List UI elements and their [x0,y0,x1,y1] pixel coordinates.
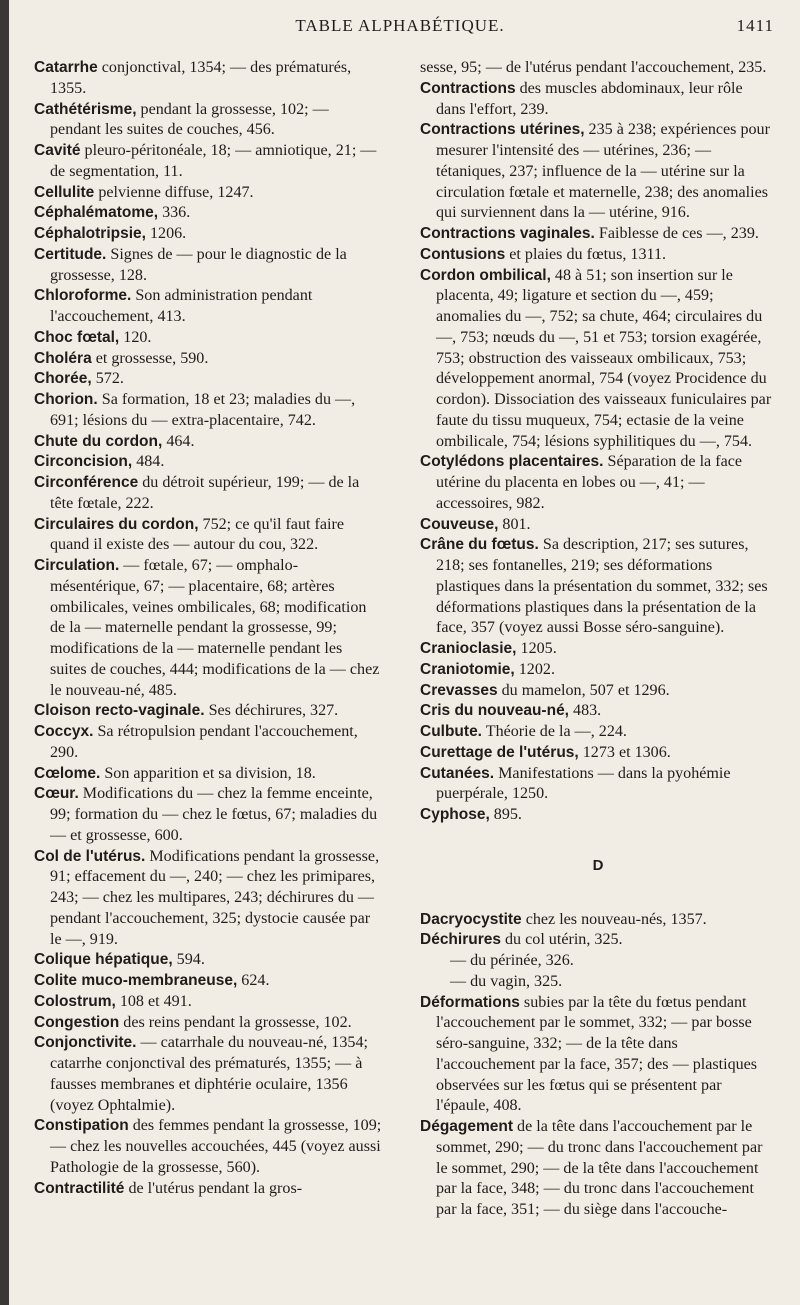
index-entry [34,701,382,722]
index-term: Circonférence [34,474,139,491]
index-entry [34,722,382,764]
index-term: Circulation. [34,557,120,574]
index-text: du détroit supérieur, 199; — de la tête fœtale, 222. [50,474,360,512]
index-text: 483. [569,702,602,720]
index-entry [34,369,382,390]
index-term: Chorion. [34,391,98,408]
index-term: Céphalotripsie, [34,225,146,242]
index-term: Cotylédons placentaires. [420,453,604,471]
index-term: Choléra [34,349,92,367]
index-term: Contractions [420,79,516,97]
index-text: 1206. [145,225,187,242]
index-entry [420,701,776,722]
index-term: Contractilité [34,1179,125,1197]
index-text: 1273 et 1306. [578,743,671,761]
index-term: Circoncision, [34,453,133,471]
index-entry [34,1013,382,1034]
index-entry [34,1116,382,1178]
index-text: et grossesse, 590. [91,349,209,367]
index-entry [420,120,776,224]
index-text: 1202. [514,660,555,678]
index-term: Contractions vaginales. [420,225,595,242]
index-text: 801. [498,515,531,533]
index-term: Choc fœtal, [34,328,120,346]
index-term: Cellulite [34,183,95,201]
index-text: 1205. [516,640,557,657]
index-text: Ses déchirures, 327. [204,702,339,720]
index-text: conjonctival, 1354; — des prématurés, 1355. [50,59,352,97]
index-term: Chute du cordon, [34,432,163,450]
index-entry [34,58,382,100]
index-entry [34,349,382,370]
index-term: Col de l'utérus. [34,847,146,865]
index-text: 895. [489,806,522,823]
index-entry [420,910,776,931]
index-term: Cœur. [34,785,79,803]
index-term: Cutanées. [420,764,495,782]
index-text: Son administration pendant l'accouchement, 413. [50,287,313,325]
index-term: Catarrhe [34,59,98,76]
index-text: Son apparition et sa division, 18. [100,764,316,782]
index-entry [34,245,382,287]
index-text: et plaies du fœtus, 1311. [505,245,667,263]
index-entry [420,805,776,826]
index-term: Dégagement [420,1118,514,1135]
index-entry [34,515,382,557]
index-entry [420,266,776,453]
left-column [34,58,382,1199]
index-entry [34,286,382,328]
index-text: Sa formation, 18 et 23; maladies du —, 691; lésions du — extra-placentaire, 742. [50,391,356,429]
index-text: 120. [119,328,152,346]
index-text: Sa description, 217; ses sutures, 218; ses fontanelles, 219; ses déformations plastiques dans la présentation du sommet, 332; ses déformations plastiques dans la présentation de la face, 357 (voyez aussi Bosse séro-sanguine). [436,536,768,637]
index-text: 594. [172,951,205,969]
index-term: Dacryocystite [420,910,522,928]
index-text: chez les nouveau-nés, 1357. [521,910,707,928]
index-text: Manifestations — dans la pyohémie puerpérale, 1250. [436,764,731,803]
index-entry [420,224,776,245]
page-number: 1411 [736,16,774,35]
index-term: Conjonctivite. [34,1034,137,1052]
index-term: Cloison recto-vaginale. [34,702,205,720]
index-term: Cavité [34,142,81,159]
index-text: pleuro-péritonéale, 18; — amniotique, 21; — de segmentation, 11. [50,142,377,180]
index-entry [34,100,382,142]
index-term: Coccyx. [34,723,94,740]
index-entry [420,660,776,681]
index-text: pendant la grossesse, 102; — pendant les suites de couches, 456. [50,100,329,139]
index-term: Cœlome. [34,764,101,782]
index-entry [34,971,382,992]
index-entry [34,203,382,224]
index-text: de la tête dans l'accouchement par le sommet, 290; — du tronc dans l'accouchement par le sommet, 290; — de la tête dans l'accouchement par la face, 348; — du tronc dans l'accouchement par la face, 351; — du siège dans l'accouche- [436,1118,763,1218]
index-term: Constipation [34,1117,129,1135]
index-entry [420,1117,776,1221]
index-text: subies par la tête du fœtus pendant l'accouchement par le sommet, 332; — par bosse séro-sanguine, 332; — de la tête dans l'accouchement par la face, 357; des — plastiques observées sur les fœtus qui se présentent par l'épaule, 408. [436,993,758,1115]
index-text: 624. [237,972,270,989]
index-term: Chloroforme. [34,287,132,305]
index-text: — du vagin, 325. [450,972,563,990]
index-term: Certitude. [34,245,107,263]
index-text: 484. [132,453,165,471]
index-text: 572. [91,370,124,388]
index-entry [420,58,776,79]
index-entry [420,951,776,972]
index-term: Craniotomie, [420,660,515,678]
index-entry [34,328,382,349]
index-entry [34,1033,382,1116]
index-entry [420,535,776,639]
index-text: 752; ce qu'il faut faire quand il existe des — autour du cou, 322. [50,515,344,554]
index-entry [34,764,382,785]
index-term: Crâne du fœtus. [420,536,539,554]
index-term: Couveuse, [420,515,499,533]
index-term: Congestion [34,1013,120,1031]
index-text: du mamelon, 507 et 1296. [497,681,670,699]
index-text: Signes de — pour le diagnostic de la grossesse, 128. [50,245,347,284]
index-text: — catarrhale du nouveau-né, 1354; catarrhe conjonctival des prématurés, 1355; — à fausses membranes et diphtérie oculaire, 1356 (voyez Ophtalmie). [50,1034,368,1114]
index-entry [420,993,776,1118]
index-entry [34,432,382,453]
index-text: Sa rétropulsion pendant l'accouchement, 290. [50,723,358,761]
index-term: Cyphose, [420,806,490,823]
index-text: Faiblesse de ces —, 239. [594,225,759,242]
index-term: Colite muco-membraneuse, [34,972,238,989]
index-entry [34,473,382,515]
index-entry [34,992,382,1013]
index-text: du col utérin, 325. [500,931,623,949]
running-title: TABLE ALPHABÉTIQUE. [295,16,505,35]
index-text: des muscles abdominaux, leur rôle dans l'effort, 239. [436,79,743,118]
index-entry [420,930,776,951]
index-text: 48 à 51; son insertion sur le placenta, 49; ligature et section du —, 459; anomalies du —, 752; sa chute, 464; circulaires du —, 753; nœuds du —, 51 et 753; torsion exagérée, 753; obstruction des vaisseaux ombilicaux, 753; développement anormal, 754 (voyez Procidence du cordon). Dissociation des vaisseaux funiculaires par faute du tissu muqueux, 754; ectasie de la veine ombilicale, 754; lésions syphilitiques du —, 754. [436,266,772,450]
index-term: Colique hépatique, [34,951,173,969]
right-column [420,58,776,1221]
index-term: Cranioclasie, [420,640,517,657]
index-text: sesse, 95; — de l'utérus pendant l'accouchement, 235. [420,59,767,76]
index-entry [420,79,776,121]
index-text: 108 et 491. [115,992,192,1010]
page-binding-edge [0,0,9,1305]
index-entry [420,681,776,702]
index-text: Séparation de la face utérine du placenta en lobes ou —, 41; — accessoires, 982. [436,453,742,512]
index-entry [34,141,382,183]
index-text: de l'utérus pendant la gros- [124,1179,303,1197]
page-header [0,14,800,40]
index-entry [34,556,382,701]
index-term: Crevasses [420,681,498,699]
index-entry [420,452,776,514]
index-text: 235 à 238; expériences pour mesurer l'intensité des — utérines, 236; — tétaniques, 237; influence de la — utérine sur la circulation fœtale et maternelle, 238; des anomalies qui surviennent dans la — utérine, 916. [436,121,770,222]
index-term: Cordon ombilical, [420,266,551,284]
index-text: 464. [162,432,195,450]
index-text: Modifications du — chez la femme enceinte, 99; formation du — chez le fœtus, 67; maladies du — et grossesse, 600. [50,785,378,844]
index-term: Contractions utérines, [420,121,585,139]
index-entry [34,224,382,245]
index-term: Déformations [420,993,520,1011]
index-term: Colostrum, [34,992,116,1010]
index-entry [420,972,776,993]
index-text: des femmes pendant la grossesse, 109; — chez les nouvelles accouchées, 445 (voyez aussi Pathologie de la grossesse, 560). [50,1117,382,1176]
index-text: Théorie de la —, 224. [482,723,627,740]
index-entry [420,743,776,764]
index-term: Culbute. [420,723,482,740]
index-text: pelvienne diffuse, 1247. [94,183,254,201]
index-text: des reins pendant la grossesse, 102. [119,1013,352,1031]
index-text: 336. [158,204,191,222]
index-term: Circulaires du cordon, [34,515,199,533]
index-entry [34,784,382,846]
index-entry [34,950,382,971]
index-term: Déchirures [420,931,501,949]
index-entry [34,847,382,951]
index-term: Curettage de l'utérus, [420,743,579,761]
index-term: Contusions [420,245,506,263]
index-entry [34,452,382,473]
index-term: Cathétérisme, [34,100,137,118]
index-text: — du périnée, 326. [450,952,574,969]
index-entry [420,639,776,660]
index-term: Cris du nouveau-né, [420,702,569,720]
section-letter: D [592,856,604,874]
index-entry [34,1179,382,1200]
index-entry [420,764,776,806]
index-term: Chorée, [34,370,92,388]
index-entry [420,515,776,536]
index-term: Céphalématome, [34,204,159,222]
index-entry [420,245,776,266]
index-text: — fœtale, 67; — omphalo-mésentérique, 67; — placentaire, 68; artères ombilicales, veines ombilicales, 68; modification de la — maternelle pendant la grossesse, 99; modifications de la — maternelle pendant les suites de couches, 444; modifications de la — chez le nouveau-né, 485. [50,557,380,699]
index-text: Modifications pendant la grossesse, 91; effacement du —, 240; — chez les primipares, 243; — chez les multipares, 243; déchirures du — pendant l'accouchement, 325; dystocie causée par le —, 919. [50,847,380,948]
index-entry [34,183,382,204]
index-entry [34,390,382,432]
index-entry [420,722,776,743]
